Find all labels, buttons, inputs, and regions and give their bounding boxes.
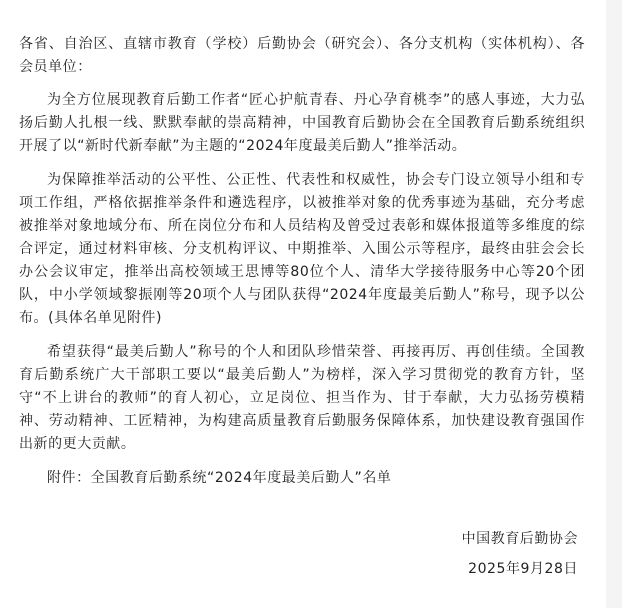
attachment-line: 附件：全国教育后勤系统“2024年度最美后勤人”名单 [47,470,392,486]
salutation: 各省、自治区、直辖市教育（学校）后勤协会（研究会）、各分支机构（实体机构）、各会员单位： [19,36,585,75]
paragraph-hope: 希望获得“最美后勤人”称号的个人和团队珍惜荣誉、再接再厉、再创佳绩。全国教育后勤系统广大干部职工要以“最美后勤人”为榜样，深入学习贯彻党的教育方针，坚守“不上讲台的教师”的育人初心，立足岗位、担当作为、甘于奉献，大力弘扬劳模精神、劳动精神、工匠精神，为构建高质量教育后勤服务保障体系，加快建设教育强国作出新的更大贡献。 [19,344,585,452]
signature-block [462,524,578,584]
signature-date: 2025年9月28日 [468,561,578,577]
page-side-scrollbar [606,0,622,608]
notice-document [19,33,585,502]
signature-organization: 中国教育后勤协会 [461,531,578,547]
paragraph-process: 为保障推举活动的公平性、公正性、代表性和权威性，协会专门设立领导小组和专项工作组，严格依据推举条件和遴选程序，以被推举对象的优秀事迹为基础，充分考虑被推举对象地域分布、所在岗位分布和人员结构及曾受过表彰和媒体报道等多维度的综合评定，通过材料审核、分支机构评议、中期推举、入围公示等程序，最终由驻会会长办公会议审定，推举出高校领域王思博等80位个人、清华大学接待服务中心等20个团队，中小学领域黎振刚等20项个人与团队获得“2024年度最美后勤人”称号，现予以公布。(具体名单见附件) [19,172,585,326]
paragraph-intro: 为全方位展现教育后勤工作者“匠心护航青春、丹心孕育桃李”的感人事迹，大力弘扬后勤人扎根一线、默默奉献的崇高精神，中国教育后勤协会在全国教育后勤系统组织开展了以“新时代新奉献”为主题的“2024年度最美后勤人”推举活动。 [19,92,585,154]
